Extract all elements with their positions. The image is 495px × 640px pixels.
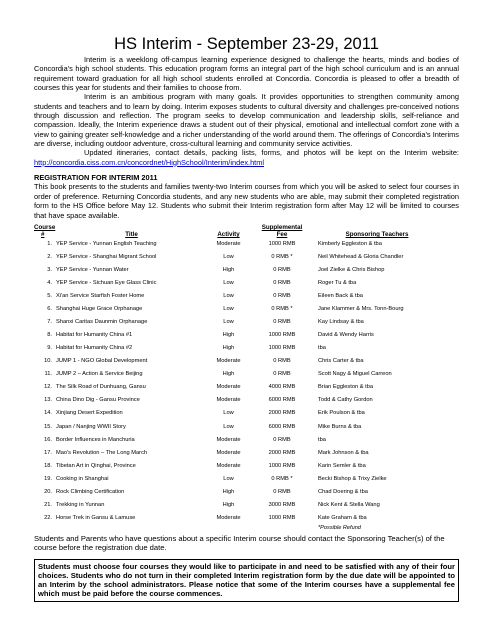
course-fee: 0 RMB bbox=[273, 436, 291, 443]
table-row bbox=[34, 434, 436, 447]
course-title: Shanxi Caritas Daunmin Orphanage bbox=[56, 319, 148, 326]
table-row bbox=[34, 512, 436, 525]
course-activity: Low bbox=[223, 319, 234, 326]
course-activity: Moderate bbox=[216, 449, 241, 456]
course-title: Border Influences in Manchuria bbox=[56, 436, 135, 443]
course-teachers: David & Wendy Harris bbox=[318, 332, 374, 339]
course-title: Habitat for Humanity China #2 bbox=[56, 345, 133, 352]
course-fee: 0 RMB bbox=[273, 293, 291, 300]
course-fee: 0 RMB * bbox=[271, 475, 293, 482]
course-fee: 0 RMB bbox=[273, 371, 291, 378]
course-table-body bbox=[34, 238, 436, 525]
course-activity: Moderate bbox=[216, 384, 241, 391]
course-teachers: Nick Kent & Stella Wang bbox=[318, 501, 380, 508]
course-title: Xi'an Service Starfish Foster Home bbox=[56, 293, 145, 300]
course-activity: Low bbox=[223, 475, 234, 482]
course-number: 19. bbox=[44, 475, 52, 482]
table-row bbox=[34, 251, 436, 264]
course-teachers: Todd & Cathy Gordon bbox=[318, 397, 373, 404]
course-activity: Moderate bbox=[216, 240, 241, 247]
course-teachers: Neil Whitehead & Gloria Chandler bbox=[318, 253, 404, 260]
course-number: 13. bbox=[44, 397, 52, 404]
course-number: 22. bbox=[44, 514, 52, 521]
course-fee: 1000 RMB bbox=[268, 514, 296, 521]
course-teachers: Roger Tu & tba bbox=[318, 279, 357, 286]
course-activity: Low bbox=[223, 293, 234, 300]
table-row bbox=[34, 303, 436, 316]
intro-paragraph-3 bbox=[34, 148, 459, 167]
course-teachers: Erik Poulson & tba bbox=[318, 410, 365, 417]
course-teachers: Mark Johnson & tba bbox=[318, 449, 369, 456]
refund-footnote: *Possible Refund bbox=[318, 524, 361, 531]
course-activity: High bbox=[222, 332, 235, 339]
table-row bbox=[34, 486, 436, 499]
website-text: Updated itineraries, contact details, packing lists, forms, and photos will be kept on the Interim website: bbox=[84, 148, 459, 158]
course-activity: Low bbox=[223, 306, 234, 313]
registration-heading: REGISTRATION FOR INTERIM 2011 bbox=[34, 173, 158, 183]
course-title: YEP Service - Shanghai Migrant School bbox=[56, 253, 157, 260]
course-number: 8. bbox=[47, 332, 52, 339]
course-fee: 3000 RMB bbox=[268, 501, 296, 508]
course-title: Xinjiang Desert Expedition bbox=[56, 410, 123, 417]
course-title: YEP Service - Yunnan English Teaching bbox=[56, 240, 157, 247]
course-activity: Moderate bbox=[216, 462, 241, 469]
table-row bbox=[34, 329, 436, 342]
course-number: 4. bbox=[47, 279, 52, 286]
course-activity: Moderate bbox=[216, 436, 241, 443]
table-row bbox=[34, 277, 436, 290]
course-number: 5. bbox=[47, 293, 52, 300]
course-title: Shanghai Huge Grace Orphanage bbox=[56, 306, 143, 313]
course-number: 7. bbox=[47, 319, 52, 326]
table-row bbox=[34, 381, 436, 394]
course-number: 18. bbox=[44, 462, 52, 469]
course-fee: 1000 RMB bbox=[268, 345, 296, 352]
course-activity: Moderate bbox=[216, 358, 241, 365]
course-title: Tibetan Art in Qinghai, Province bbox=[56, 462, 136, 469]
table-row bbox=[34, 407, 436, 420]
course-teachers: Scott Nagy & Miguel Carreon bbox=[318, 371, 392, 378]
course-number: 9. bbox=[47, 345, 52, 352]
course-number: 21. bbox=[44, 501, 52, 508]
course-teachers: Kay Lindsay & tba bbox=[318, 319, 364, 326]
table-row bbox=[34, 447, 436, 460]
course-activity: Low bbox=[223, 253, 234, 260]
course-fee: 4000 RMB bbox=[268, 384, 296, 391]
course-teachers: Kimberly Eggleston & tba bbox=[318, 240, 382, 247]
course-title: YEP Service - Sichuan Eye Glass Clinic bbox=[56, 279, 157, 286]
course-activity: High bbox=[222, 371, 235, 378]
course-title: Trekking in Yunnan bbox=[56, 501, 105, 508]
header-course-number: Course # bbox=[34, 223, 56, 238]
table-header-row bbox=[34, 224, 436, 238]
course-teachers: Joel Zielke & Chris Bishop bbox=[318, 266, 385, 273]
course-title: China Dino Dig - Gansu Province bbox=[56, 397, 140, 404]
course-title: Japan / Nanjing WWII Story bbox=[56, 423, 126, 430]
course-fee: 1000 RMB bbox=[268, 240, 296, 247]
intro-paragraph-2: Interim is an ambitious program with many goals. It provides opportunities to strengthen community among students and teachers and to learn by doing. Interim exposes students to cultural diversity and challenges pre-conceived notions through discussion and reflection. The program seeks to develop communication and leadership skills, self-reliance and compassion. Ideally, the Interim experience draws a student out of their physical, emotional and intellectual comfort zone with a view to gaining greater self-knowledge and a richer understanding of the world around them. The offerings of Concordia's Interims are diverse, including outdoor adventure, cross-cultural learning and community service activities. bbox=[34, 92, 459, 149]
course-teachers: Chris Carter & tba bbox=[318, 358, 364, 365]
course-teachers: Eileen Back & tba bbox=[318, 293, 363, 300]
course-fee: 1000 RMB bbox=[268, 462, 296, 469]
course-activity: Moderate bbox=[216, 514, 241, 521]
table-row bbox=[34, 499, 436, 512]
course-teachers: Chad Doering & tba bbox=[318, 488, 368, 495]
course-fee: 0 RMB bbox=[273, 319, 291, 326]
course-fee: 0 RMB bbox=[273, 266, 291, 273]
course-number: 15. bbox=[44, 423, 52, 430]
important-notice-box: Students must choose four courses they would like to participate in and need to be satisfied with any of their four choices. Students who do not turn in their completed Interim registration form by the due date will be appointed to an Interim by the school administrators. Please notice that some of the Interim courses have a supplemental fee which must be paid before the course commences. bbox=[34, 559, 459, 602]
course-number: 1. bbox=[47, 240, 52, 247]
document-page bbox=[34, 34, 459, 602]
course-number: 2. bbox=[47, 253, 52, 260]
course-title: Horse Trek in Gansu & Lamuse bbox=[56, 514, 136, 521]
course-fee: 2000 RMB bbox=[268, 449, 296, 456]
course-teachers: Becki Bishop & Trixy Zielke bbox=[318, 475, 387, 482]
registration-paragraph: This book presents to the students and families twenty-two Interim courses from which you will be asked to select four courses in order of preference. Returning Concordia students, and any new students who are able, may submit their completed registration form to the HS Office before May 12. Students who submit their Interim registration form after May 12 will be limited to courses that have space available. bbox=[34, 182, 459, 220]
course-fee: 0 RMB bbox=[273, 358, 291, 365]
course-activity: Moderate bbox=[216, 397, 241, 404]
course-number: 10. bbox=[44, 358, 52, 365]
course-number: 12. bbox=[44, 384, 52, 391]
course-teachers: tba bbox=[318, 345, 326, 352]
course-activity: Low bbox=[223, 279, 234, 286]
course-title: Habitat for Humanity China #1 bbox=[56, 332, 133, 339]
contact-paragraph: Students and Parents who have questions about a specific Interim course should contact the Sponsoring Teacher(s) of the course before the registration due date. bbox=[34, 533, 445, 553]
course-activity: High bbox=[222, 501, 235, 508]
table-row bbox=[34, 368, 436, 381]
course-activity: High bbox=[222, 345, 235, 352]
course-fee: 0 RMB * bbox=[271, 253, 293, 260]
table-row bbox=[34, 460, 436, 473]
course-teachers: tba bbox=[318, 436, 326, 443]
course-fee: 0 RMB bbox=[273, 279, 291, 286]
course-fee: 6000 RMB bbox=[268, 423, 296, 430]
course-number: 3. bbox=[47, 266, 52, 273]
course-activity: Low bbox=[223, 423, 234, 430]
interim-website-link[interactable]: http://concordia.ciss.com.cn/concordnet/HighSchool/Interim/index.html bbox=[34, 157, 265, 167]
course-title: Cooking in Shanghai bbox=[56, 475, 109, 482]
table-row bbox=[34, 342, 436, 355]
header-supplemental-fee: Supplemental Fee bbox=[261, 223, 303, 238]
course-fee: 0 RMB bbox=[273, 488, 291, 495]
header-title: Title bbox=[125, 230, 138, 238]
table-row bbox=[34, 316, 436, 329]
course-title: Rock Climbing Certification bbox=[56, 488, 125, 495]
course-activity: Low bbox=[223, 410, 234, 417]
course-teachers: Mike Burns & tba bbox=[318, 423, 362, 430]
course-title: Mao's Revolution – The Long March bbox=[56, 449, 148, 456]
table-row bbox=[34, 421, 436, 434]
course-number: 16. bbox=[44, 436, 52, 443]
course-number: 17. bbox=[44, 449, 52, 456]
document-title: HS Interim - September 23-29, 2011 bbox=[114, 35, 379, 53]
course-teachers: Jane Klammer & Mrs. Tonn-Bourg bbox=[318, 306, 404, 313]
table-row bbox=[34, 238, 436, 251]
course-teachers: Brian Eggleston & tba bbox=[318, 384, 374, 391]
course-teachers: Kate Graham & tba bbox=[318, 514, 367, 521]
intro-paragraph-1: Interim is a weeklong off-campus learning experience designed to challenge the hearts, minds and bodies of Concordia's high school students. This education program forms an integral part of the high school curriculum and is an annual requirement toward graduation for all high school students enrolled at Concordia. Concordia is pleased to offer a breadth of courses this year for students and their families to choose from. bbox=[34, 55, 459, 93]
table-row bbox=[34, 264, 436, 277]
course-fee: 0 RMB * bbox=[271, 306, 293, 313]
course-teachers: Karin Semler & tba bbox=[318, 462, 366, 469]
course-activity: High bbox=[222, 266, 235, 273]
course-number: 20. bbox=[44, 488, 52, 495]
course-title: The Silk Road of Dunhuang, Gansu bbox=[56, 384, 146, 391]
table-row bbox=[34, 290, 436, 303]
course-fee: 1000 RMB bbox=[268, 332, 296, 339]
course-activity: High bbox=[222, 488, 235, 495]
course-fee: 2000 RMB bbox=[268, 410, 296, 417]
table-row bbox=[34, 355, 436, 368]
course-number: 11. bbox=[44, 371, 52, 378]
course-number: 6. bbox=[47, 306, 52, 313]
course-title: JUMP 2 – Action & Service Beijing bbox=[56, 371, 143, 378]
table-row bbox=[34, 473, 436, 486]
course-fee: 6000 RMB bbox=[268, 397, 296, 404]
table-row bbox=[34, 394, 436, 407]
course-table bbox=[34, 224, 436, 525]
course-title: YEP Service - Yunnan Water bbox=[56, 266, 129, 273]
header-activity: Activity bbox=[217, 230, 240, 238]
course-title: JUMP 1 - NGO Global Development bbox=[56, 358, 148, 365]
course-number: 14. bbox=[44, 410, 52, 417]
header-sponsoring-teachers: Sponsoring Teachers bbox=[345, 230, 409, 238]
